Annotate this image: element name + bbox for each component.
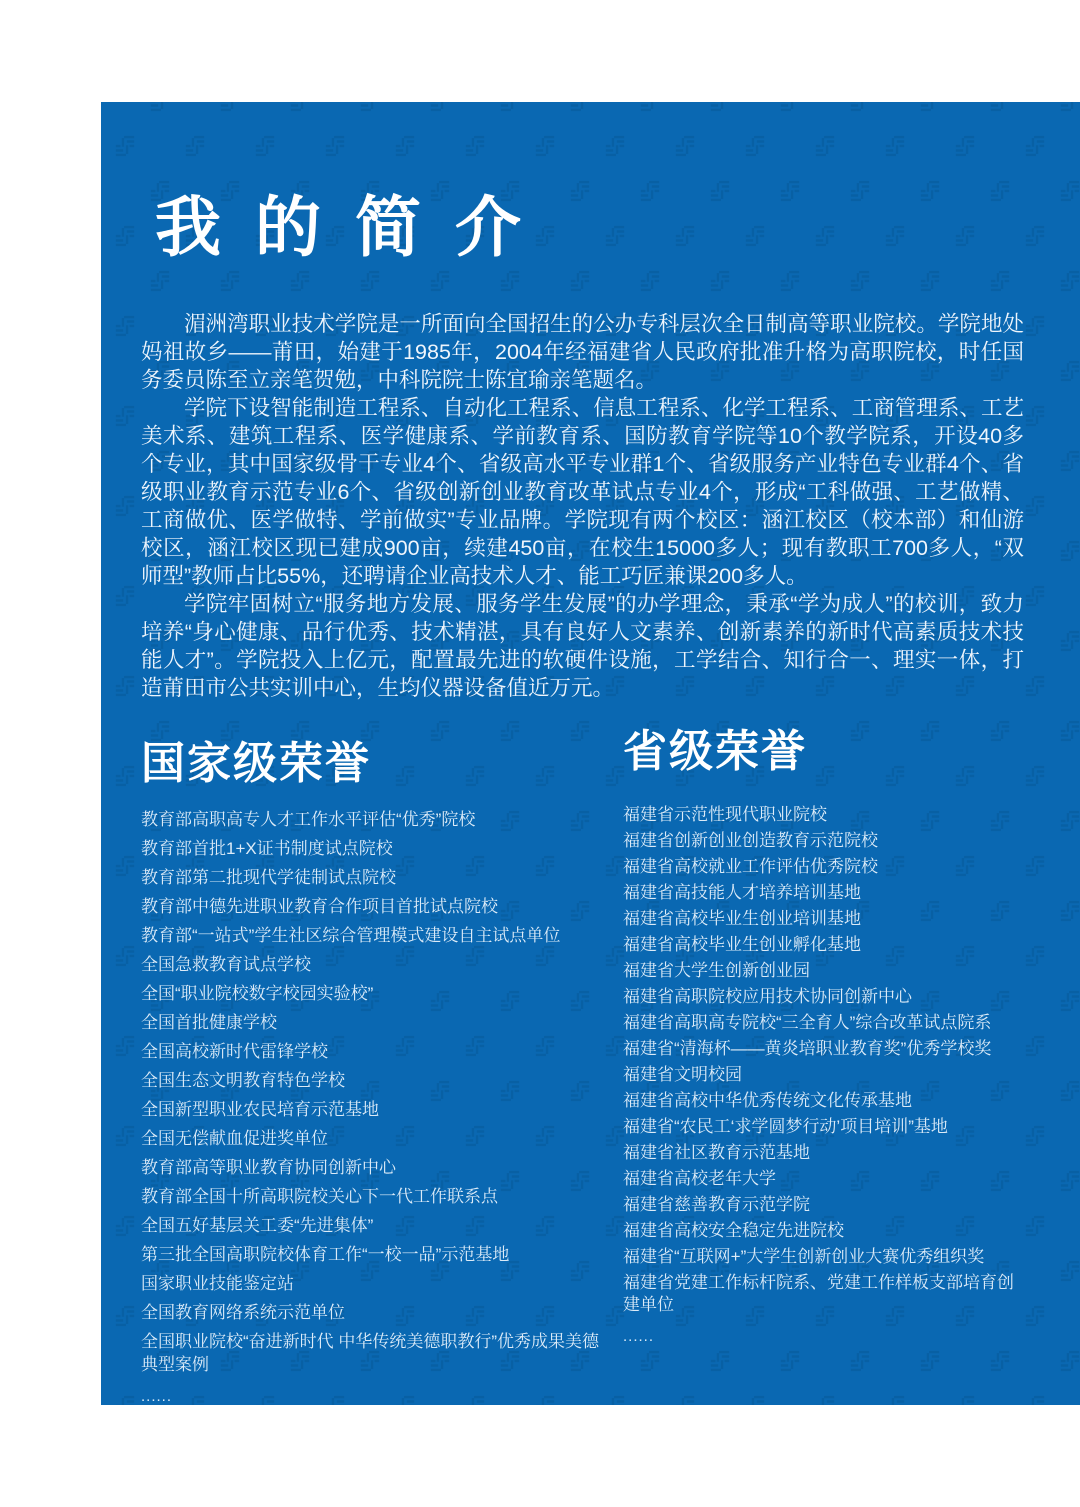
provincial-honors-heading: 省级荣誉: [623, 727, 807, 776]
page-title: 我的简介: [155, 190, 555, 264]
honor-item: 全国“职业院校数字校园实验校”: [141, 984, 374, 1003]
honor-item: 福建省高技能人才培养培训基地: [623, 883, 861, 902]
honor-item: 教育部全国十所高职院校关心下一代工作联系点: [141, 1187, 498, 1206]
watermark-logo-icon: [429, 102, 451, 112]
watermark-logo-icon: [814, 135, 836, 157]
honor-item: 第三批全国高职院校体育工作“一校一品”示范基地: [141, 1245, 510, 1264]
honor-item: 全国新型职业农民培育示范基地: [141, 1100, 379, 1119]
watermark-logo-icon: [604, 135, 626, 157]
national-honors-heading: 国家级荣誉: [141, 739, 371, 788]
honor-item: 教育部高职高专人才工作水平评估“优秀”院校: [141, 810, 476, 829]
watermark-logo-icon: [324, 135, 346, 157]
honor-item: 全国职业院校“奋进新时代 中华传统美德职教行”优秀成果美德典型案例: [141, 1332, 600, 1374]
watermark-logo-icon: [499, 102, 521, 112]
honor-item: 福建省创新创业创造教育示范院校: [623, 831, 878, 850]
honor-item: 全国教育网络系统示范单位: [141, 1303, 345, 1322]
honor-item: 全国五好基层关工委“先进集体”: [141, 1216, 374, 1235]
honor-item: 福建省高校安全稳定先进院校: [623, 1221, 844, 1240]
national-honors-column: [141, 739, 623, 1405]
honor-item: 国家职业技能鉴定站: [141, 1274, 294, 1293]
honor-item: 全国无偿献血促进奖单位: [141, 1129, 328, 1148]
watermark-logo-icon: [919, 102, 941, 112]
provincial-honors-more: ......: [623, 1328, 655, 1345]
provincial-honors-column: [623, 727, 1023, 1405]
watermark-logo-icon: [254, 135, 276, 157]
watermark-logo-icon: [709, 102, 731, 112]
honor-item: 全国生态文明教育特色学校: [141, 1071, 345, 1090]
provincial-honors-list: [623, 804, 1023, 1316]
watermark-logo-icon: [849, 102, 871, 112]
watermark-logo-icon: [534, 135, 556, 157]
honor-item: 福建省慈善教育示范学院: [623, 1195, 810, 1214]
intro-panel: [101, 102, 1080, 1405]
watermark-logo-icon: [1059, 102, 1080, 112]
intro-paragraph: 湄洲湾职业技术学院是一所面向全国招生的公办专科层次全日制高等职业院校。学院地处妈祖故乡——莆田，始建于1985年，2004年经福建省人民政府批准升格为高职院校，时任国务委员陈至立亲笔贺勉，中科院院士陈宜瑜亲笔题名。: [141, 312, 1024, 392]
honor-item: 教育部高等职业教育协同创新中心: [141, 1158, 396, 1177]
honor-item: 全国首批健康学校: [141, 1013, 277, 1032]
intro-paragraphs: [141, 310, 1024, 702]
honor-item: 福建省党建工作标杆院系、党建工作样板支部培育创建单位: [623, 1273, 1014, 1314]
honor-item: 教育部首批1+X证书制度试点院校: [141, 839, 393, 858]
watermark-logo-icon: [884, 135, 906, 157]
honor-item: 全国高校新时代雷锋学校: [141, 1042, 328, 1061]
watermark-logo-icon: [744, 135, 766, 157]
honor-item: 福建省文明校园: [623, 1065, 742, 1084]
honor-item: 福建省“农民工‘求学圆梦行动’项目培训”基地: [623, 1117, 948, 1136]
watermark-logo-icon: [149, 102, 171, 112]
honor-item: 福建省社区教育示范基地: [623, 1143, 810, 1162]
honor-item: 福建省高校老年大学: [623, 1169, 776, 1188]
watermark-logo-icon: [289, 102, 311, 112]
watermark-logo-icon: [464, 135, 486, 157]
honor-item: 教育部中德先进职业教育合作项目首批试点院校: [141, 897, 498, 916]
honor-item: 福建省高校毕业生创业培训基地: [623, 909, 861, 928]
honor-item: 教育部第二批现代学徒制试点院校: [141, 868, 396, 887]
watermark-logo-icon: [954, 135, 976, 157]
watermark-logo-icon: [1024, 135, 1046, 157]
honors-section: [141, 727, 1024, 1405]
watermark-logo-icon: [359, 102, 381, 112]
honor-item: 福建省高校毕业生创业孵化基地: [623, 935, 861, 954]
honor-item: 福建省示范性现代职业院校: [623, 805, 827, 824]
watermark-logo-icon: [779, 102, 801, 112]
watermark-logo-icon: [569, 102, 591, 112]
watermark-logo-icon: [639, 102, 661, 112]
watermark-logo-icon: [674, 135, 696, 157]
honor-item: 福建省高校就业工作评估优秀院校: [623, 857, 878, 876]
watermark-logo-icon: [114, 135, 136, 157]
honor-item: 福建省高校中华优秀传统文化传承基地: [623, 1091, 912, 1110]
honor-item: 福建省“互联网+”大学生创新创业大赛优秀组织奖: [623, 1247, 985, 1266]
honor-item: 福建省高职院校应用技术协同创新中心: [623, 987, 912, 1006]
national-honors-more: ......: [141, 1388, 173, 1405]
watermark-logo-icon: [184, 135, 206, 157]
intro-paragraph: 学院牢固树立“服务地方发展、服务学生发展”的办学理念，秉承“学为成人”的校训，致力培养“身心健康、品行优秀、技术精湛，具有良好人文素养、创新素养的新时代高素质技术技能人才”。学院投入上亿元，配置最先进的软硬件设施，工学结合、知行合一、理实一体，打造莆田市公共实训中心，生均仪器设备值近万元。: [141, 592, 1024, 700]
panel-content: [101, 190, 1080, 1405]
honor-item: 全国急救教育试点学校: [141, 955, 311, 974]
watermark-logo-icon: [219, 102, 241, 112]
intro-paragraph: 学院下设智能制造工程系、自动化工程系、信息工程系、化学工程系、工商管理系、工艺美术系、建筑工程系、医学健康系、学前教育系、国防教育学院等10个教学院系，开设40多个专业，其中国家级骨干专业4个、省级高水平专业群1个、省级服务产业特色专业群4个、省级职业教育示范专业6个、省级创新创业教育改革试点专业4个，形成“工科做强、工艺做精、工商做优、医学做特、学前做实”专业品牌。学院现有两个校区：涵江校区（校本部）和仙游校区，涵江校区现已建成900亩，续建450亩，在校生15000多人；现有教职工700多人，“双师型”教师占比55%，还聘请企业高技术人才、能工巧匠兼课200多人。: [141, 396, 1024, 588]
watermark-logo-icon: [989, 102, 1011, 112]
honor-item: 福建省高职高专院校“三全育人”综合改革试点院系: [623, 1013, 992, 1032]
honor-item: 教育部“一站式”学生社区综合管理模式建设自主试点单位: [141, 926, 561, 945]
honor-item: 福建省大学生创新创业园: [623, 961, 810, 980]
national-honors-list: [141, 808, 613, 1376]
watermark-logo-icon: [394, 135, 416, 157]
honor-item: 福建省“清海杯——黄炎培职业教育奖”优秀学校奖: [623, 1039, 992, 1058]
